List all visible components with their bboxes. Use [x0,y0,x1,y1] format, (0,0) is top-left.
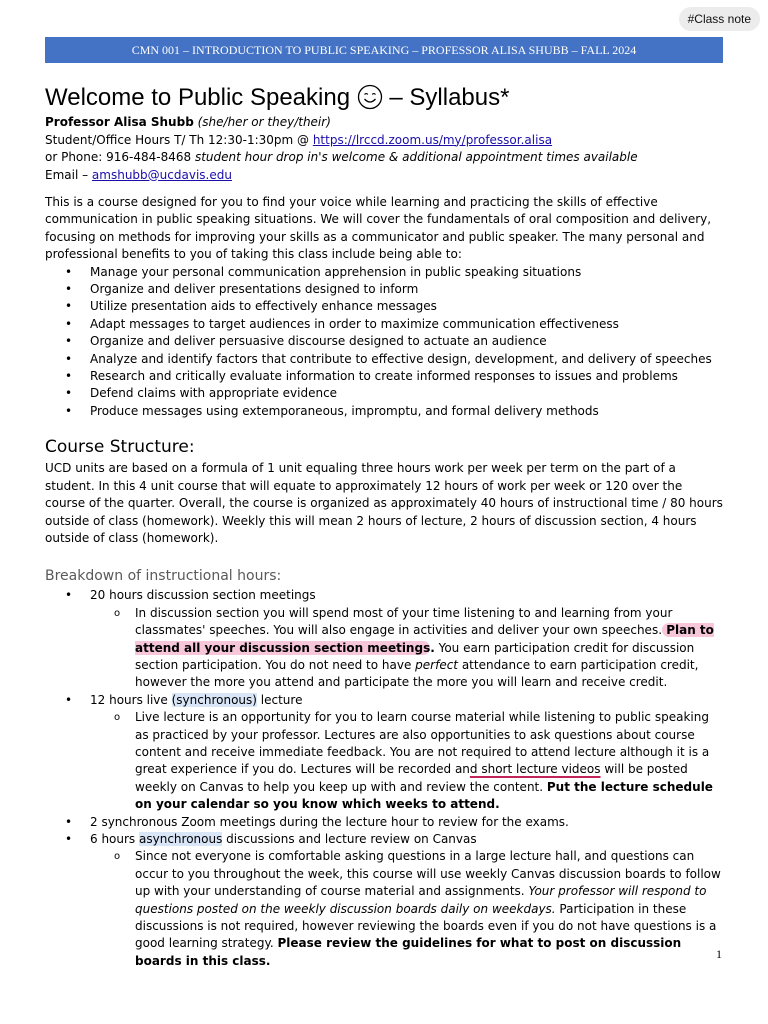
list-item: • Research and critically evaluate information to create informed responses to issues and problems [45,368,725,385]
list-item: • Produce messages using extemporaneous, impromptu, and formal delivery methods [45,403,725,420]
list-item: • 12 hours live (synchronous) lecture o Live lecture is an opportunity for you to learn course material while listening to public speaking as practiced by your professor. Lectures are also opportunities to ask questions about course content and receive immediate feedback. You are not required to attend lecture although it is a great experience if you do. Lectures will be recorded and short lecture videos will be posted weekly on Canvas to help you keep up with and review the content. Put the lecture schedule on your calendar so you know which weeks to attend. [45,692,725,814]
list-item: • Defend claims with appropriate evidence [45,385,725,402]
list-item: • 20 hours discussion section meetings o In discussion section you will spend most of your time listening to and learning from your classmates' speeches. You will also engage in activities and deliver your own speeches. Plan to attend all your discussion section meetings. You earn participation credit for discussion section participation. You do not need to have perfect attendance to earn participation credit, however the more you attend and participate the more you will learn and receive credit. [45,587,725,691]
instructor-name: Professor Alisa Shubb [45,115,194,129]
sub-list-item: o In discussion section you will spend most of your time listening to and learning from your classmates' speeches. You will also engage in activities and deliver your own speeches. Plan to attend all your discussion section meetings. You earn participation credit for discussion section participation. You do not need to have perfect attendance to earn participation credit, however the more you attend and participate the more you will learn and receive credit. [90,605,725,692]
list-item: • Organize and deliver persuasive discourse designed to actuate an audience [45,333,725,350]
list-item: • Manage your personal communication apprehension in public speaking situations [45,264,725,281]
list-item: • Analyze and identify factors that contribute to effective design, development, and delivery of speeches [45,351,725,368]
benefits-list [45,264,725,421]
course-structure-text: UCD units are based on a formula of 1 unit equaling three hours work per week per term on the part of a student. In this 4 unit course that will equate to approximately 12 hours of work per week or 120 over the course of the quarter. Overall, the course is organized as approximately 40 hours of instructional time / 80 hours outside of class (homework). Weekly this will mean 2 hours of lecture, 2 hours of discussion section, 4 hours outside of class (homework). [45,461,723,545]
page-number: 1 [716,947,722,961]
list-item: • 2 synchronous Zoom meetings during the lecture hour to review for the exams. [45,814,725,831]
highlight-attend-discussion: Plan to attend all your discussion section meetings [135,623,714,655]
intro-paragraph: This is a course designed for you to find your voice while learning and practicing the skills of effective communication in public speaking situations. We will cover the fundamentals of oral composition and delivery, focusing on methods for improving your skills as a communicator and public speaker. The many personal and professional benefits to you of taking this class include being able to: [45,195,712,262]
breakdown-list [45,587,725,970]
sub-list-item: o Since not everyone is comfortable asking questions in a large lecture hall, and questions can occur to you throughout the week, this course will use weekly Canvas discussion boards to follow up with your understanding of course material and assignments. Your professor will respond to questions posted on the weekly discussion boards daily on weekdays. Participation in these discussions is not required, however reviewing the boards even if you do not have questions is a good learning strategy. Please review the guidelines for what to post on discussion boards in this class. [90,848,725,970]
smiling-face-icon [357,84,383,110]
email-link[interactable]: amshubb@ucdavis.edu [91,167,232,182]
instructor-info: Professor Alisa Shubb (she/her or they/their) Student/Office Hours T/ Th 12:30-1:30pm @ https://lrccd.zoom.us/my/professor.alisa or Phone: 916-484-8468 student hour drop in's welcome & additional appointment times available Email – amshubb@ucdavis.edu [45,115,638,182]
list-item: • Organize and deliver presentations designed to inform [45,281,725,298]
sub-list-item: o Live lecture is an opportunity for you to learn course material while listening to public speaking as practiced by your professor. Lectures are also opportunities to ask questions about course content and receive immediate feedback. You are not required to attend lecture although it is a great experience if you do. Lectures will be recorded and short lecture videos will be posted weekly on Canvas to help you keep up with and review the content. Put the lecture schedule on your calendar so you know which weeks to attend. [90,709,725,813]
class-note-tag[interactable]: #Class note [679,7,760,31]
document-page [45,82,725,970]
breakdown-heading: Breakdown of instructional hours: [45,568,282,585]
course-structure-heading: Course Structure: [45,437,195,458]
course-header-banner: CMN 001 – INTRODUCTION TO PUBLIC SPEAKING – PROFESSOR ALISA SHUBB – FALL 2024 [45,37,723,63]
page-title: Welcome to Public Speaking – Syllabus* [45,84,510,111]
list-item: • 6 hours asynchronous discussions and lecture review on Canvas o Since not everyone is comfortable asking questions in a large lecture hall, and questions can occur to you throughout the week, this course will use weekly Canvas discussion boards to follow up with your understanding of course material and assignments. Your professor will respond to questions posted on the weekly discussion boards daily on weekdays. Participation in these discussions is not required, however reviewing the boards even if you do not have questions is a good learning strategy. Please review the guidelines for what to post on discussion boards in this class. [45,831,725,970]
list-item: • Adapt messages to target audiences in order to maximize communication effectiveness [45,316,725,333]
highlight-asynchronous: asynchronous [139,832,223,846]
instructor-pronouns: (she/her or they/their) [197,115,331,129]
zoom-link[interactable]: https://lrccd.zoom.us/my/professor.alisa [312,132,553,147]
highlight-synchronous: (synchronous) [171,692,257,707]
underline-short-lecture-videos: d short lecture videos [469,762,601,777]
list-item: • Utilize presentation aids to effectively enhance messages [45,298,725,315]
